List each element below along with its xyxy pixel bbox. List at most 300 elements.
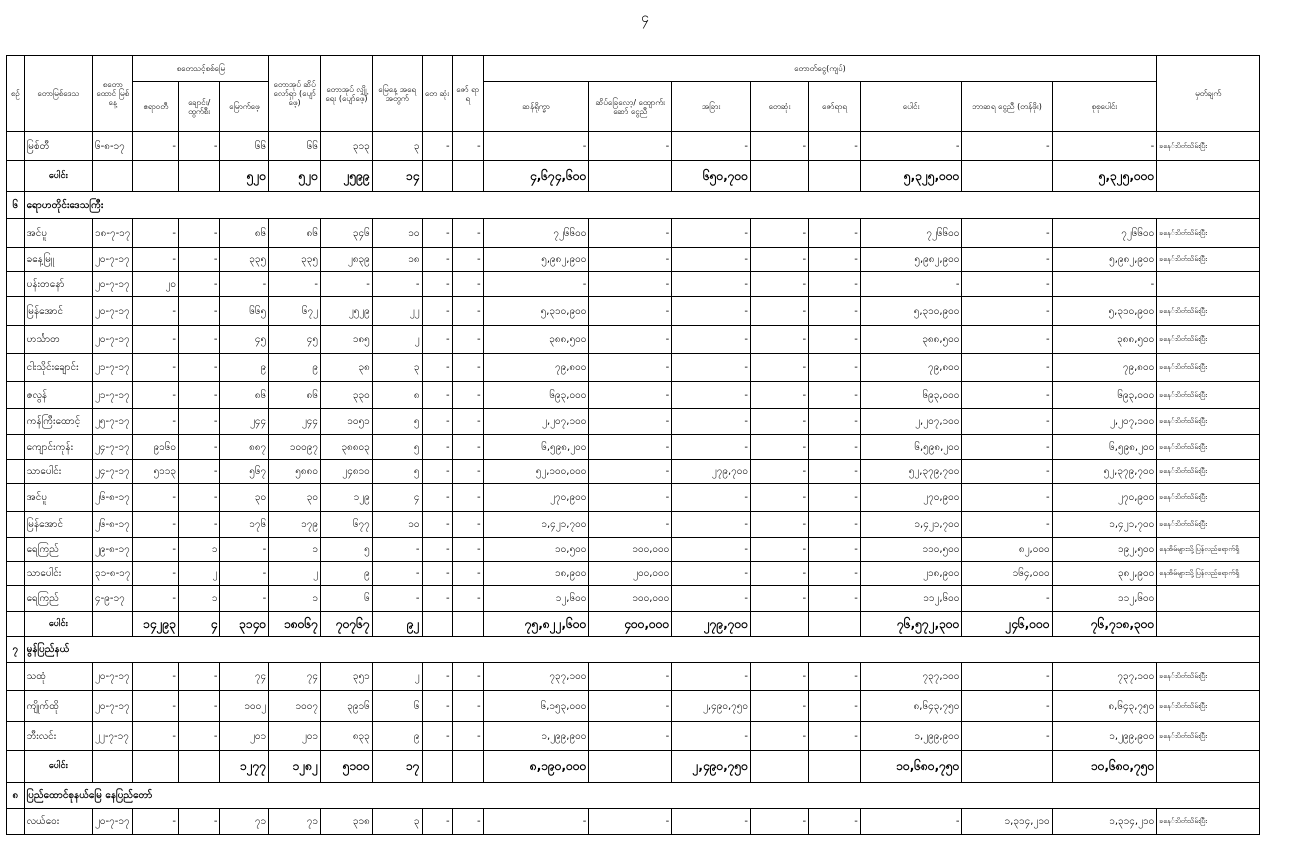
cell-f: ၈ (372, 382, 422, 409)
cell-b: - (179, 297, 220, 326)
cell-h: - (452, 722, 483, 751)
section-row (7, 192, 1260, 219)
cell-g: - (422, 297, 452, 326)
cell-c: ၆၆၅ (220, 297, 269, 326)
cell-m7: - (962, 586, 1052, 612)
cell-m2: - (589, 691, 672, 722)
cell-c: ၅၆၇ (220, 460, 269, 484)
cell-m5: - (809, 663, 861, 691)
cell-a: - (133, 219, 179, 248)
cell-m3: ၂၇၉,၇၀၀ (672, 612, 751, 637)
cell-m4: - (751, 691, 809, 722)
cell-a: - (133, 132, 179, 161)
cell-a: - (133, 538, 179, 562)
cell-name: ဇလွန် (24, 382, 92, 409)
cell-d: ၃၀ (269, 484, 321, 512)
cell-m8: ၅၂,၃၇၉,၇၀၀ (1052, 460, 1157, 484)
cell-m2: ၁၀၀,၀၀၀ (589, 538, 672, 562)
cell-g: - (422, 484, 452, 512)
cell-e: ၂၅၂၉ (320, 297, 372, 326)
cell-m2: - (589, 354, 672, 382)
cell-m8: ၇၂၆၆၀၀ (1052, 219, 1157, 248)
cell-m1: ၅၂,၁၀၀,၀၀၀ (483, 460, 589, 484)
table-row (7, 132, 1260, 161)
cell-m6: ၂,၂၀၇,၁၀၀ (860, 409, 962, 435)
cell-a: ၁၄၂၉၃ (133, 612, 179, 637)
cell-m1: ၇၉,၈၀၀ (483, 354, 589, 382)
cell-g (422, 612, 452, 637)
cell-m2: - (589, 132, 672, 161)
cell-m1: ၆,၁၅၃,၀၀၀ (483, 691, 589, 722)
cell-date: ၂၄-၇-၁၇ (93, 435, 133, 460)
cell-no (7, 409, 25, 435)
cell-e: ၃၈ (320, 354, 372, 382)
table-row (7, 326, 1260, 354)
cell-h: - (452, 460, 483, 484)
section-title: မွန်ပြည်နယ် (24, 637, 1259, 663)
cell-m7: - (962, 722, 1052, 751)
cell-h (452, 161, 483, 192)
header-start-date: စတော ထောင် မြစ်နေ့ (93, 56, 133, 132)
cell-d: ၂၄၄ (269, 409, 321, 435)
cell-d: ၈၆ (269, 219, 321, 248)
section-row (7, 637, 1260, 663)
header-m8: စုစုပေါင်း (1052, 82, 1157, 132)
cell-f: - (372, 562, 422, 586)
cell-m8: ၁၉၂,၅၀၀ (1052, 538, 1157, 562)
header-col-e: တောအုပ် လျှို့ရေး (ပျော်ဖေ့) (320, 56, 372, 132)
cell-m6: ၁၁၂,၆၀၀ (860, 586, 962, 612)
cell-m1: ၁,၂၉၉,၉၀၀ (483, 722, 589, 751)
cell-m3: - (672, 354, 751, 382)
cell-m5: - (809, 484, 861, 512)
cell-m7: ၂၄၆,၀၀၀ (962, 612, 1052, 637)
cell-no (7, 809, 25, 835)
cell-m3: - (672, 272, 751, 297)
cell-h: - (452, 562, 483, 586)
cell-rem (1157, 272, 1260, 297)
cell-d: ၆၆ (269, 132, 321, 161)
cell-m8: ၁၁၂,၆၀၀ (1052, 586, 1157, 612)
cell-d: ၂ (269, 562, 321, 586)
cell-e: ၂၅၉၉ (320, 161, 372, 192)
cell-date: ၂၂-၇-၁၇ (93, 722, 133, 751)
cell-no (7, 132, 25, 161)
cell-a: - (133, 586, 179, 612)
cell-g: - (422, 538, 452, 562)
cell-rem (1157, 586, 1260, 612)
cell-h: - (452, 297, 483, 326)
cell-g: - (422, 132, 452, 161)
cell-m5: - (809, 460, 861, 484)
cell-c: - (220, 272, 269, 297)
section-number: ၆ (7, 192, 25, 219)
cell-m1: ၁၈,၉၀၀ (483, 562, 589, 586)
cell-m7: - (962, 272, 1052, 297)
cell-date (93, 751, 133, 783)
cell-f: ၁၇ (372, 751, 422, 783)
cell-name: သာပေါင်း (24, 460, 92, 484)
cell-m3: - (672, 219, 751, 248)
cell-m2 (589, 161, 672, 192)
cell-m7 (962, 161, 1052, 192)
cell-rem: ခနေ်းပိတ်သိမ်းပြီး (1157, 809, 1260, 835)
cell-m8: ၇၃၇,၁၀၀ (1052, 663, 1157, 691)
cell-date (93, 612, 133, 637)
cell-b: - (179, 512, 220, 538)
cell-m6: - (860, 809, 962, 835)
cell-name: သထုံ (24, 663, 92, 691)
cell-e: ၃၅၁ (320, 663, 372, 691)
cell-rem (1157, 161, 1260, 192)
cell-g: - (422, 219, 452, 248)
cell-date: ၃၁-၈-၁၇ (93, 562, 133, 586)
cell-a (133, 161, 179, 192)
cell-d: ၅၈၈၀ (269, 460, 321, 484)
cell-name: ပန်းတနော် (24, 272, 92, 297)
cell-rem: ခနေ်းပိတ်သိမ်းပြီး (1157, 326, 1260, 354)
cell-e: ၁၂၉ (320, 484, 372, 512)
cell-g: - (422, 512, 452, 538)
cell-f: ၅ (372, 435, 422, 460)
cell-no (7, 562, 25, 586)
header-a: ဧရာဝတီ (133, 82, 179, 132)
cell-d: ၇၁ (269, 809, 321, 835)
cell-m8: ၁,၃၁၄,၂၁၀ (1052, 809, 1157, 835)
cell-m7: ၈၂,၀၀၀ (962, 538, 1052, 562)
cell-m1: ၂,၂၀၇,၁၀၀ (483, 409, 589, 435)
cell-d: ၇၄ (269, 663, 321, 691)
cell-f: ၃ (372, 354, 422, 382)
cell-h: - (452, 586, 483, 612)
cell-d: ၄၅ (269, 326, 321, 354)
cell-no (7, 297, 25, 326)
cell-m5: - (809, 435, 861, 460)
cell-m8: ၅,၃၁၀,၉၀၀ (1052, 297, 1157, 326)
cell-m2: - (589, 248, 672, 272)
cell-b: - (179, 272, 220, 297)
cell-date: ၂၁-၇-၁၇ (93, 382, 133, 409)
header-m5: ဇော်ရာရ (809, 82, 861, 132)
table-row (7, 272, 1260, 297)
cell-a: - (133, 663, 179, 691)
cell-c: ၆၆ (220, 132, 269, 161)
cell-m6: ၁,၂၉၉,၉၀၀ (860, 722, 962, 751)
cell-m6: ၆၉၃,၀၀၀ (860, 382, 962, 409)
cell-rem: ခနေ်းပိတ်သိမ်းပြီး (1157, 663, 1260, 691)
cell-c: ၃၀ (220, 484, 269, 512)
cell-m4 (751, 751, 809, 783)
cell-a: - (133, 354, 179, 382)
cell-g: - (422, 248, 452, 272)
cell-a: - (133, 326, 179, 354)
cell-d: ၁၈၀၆၇ (269, 612, 321, 637)
cell-m5 (809, 612, 861, 637)
cell-m5: - (809, 297, 861, 326)
cell-date: ၂၉-၈-၁၇ (93, 538, 133, 562)
cell-m7: - (962, 460, 1052, 484)
cell-g: - (422, 326, 452, 354)
cell-e: ၃၁၈ (320, 809, 372, 835)
section-number: ၇ (7, 637, 25, 663)
cell-m2: - (589, 809, 672, 835)
header-region: တောမြစ်ဒေသ (24, 56, 92, 132)
cell-m1: ၇၅,၈၂၂,၆၀၀ (483, 612, 589, 637)
cell-no (7, 722, 25, 751)
section-title: ပြည်ထောင်စုနယ်မြေ နေပြည်တော် (24, 783, 1259, 809)
cell-d: ၁၀၀၇ (269, 691, 321, 722)
header-col-g: တေ ဆုံး (422, 56, 452, 132)
cell-m5: - (809, 538, 861, 562)
cell-no (7, 161, 25, 192)
cell-m4: - (751, 538, 809, 562)
cell-b: - (179, 484, 220, 512)
cell-date: ၂၀-၇-၁၇ (93, 663, 133, 691)
cell-no (7, 612, 25, 637)
cell-m3: - (672, 562, 751, 586)
cell-m2 (589, 751, 672, 783)
cell-m1: ၇၂၆၆၀၀ (483, 219, 589, 248)
table-row (7, 219, 1260, 248)
cell-e: ၃၈၈၀၃ (320, 435, 372, 460)
cell-m4: - (751, 219, 809, 248)
cell-h: - (452, 409, 483, 435)
cell-rem: ခနေ်းပိတ်သိမ်းပြီး (1157, 132, 1260, 161)
cell-date: ၂၀-၇-၁၇ (93, 272, 133, 297)
cell-m8: ၃၈၈,၅၀၀ (1052, 326, 1157, 354)
cell-date: ၂၀-၇-၁၇ (93, 297, 133, 326)
cell-a: - (133, 512, 179, 538)
cell-date: ၂၀-၇-၁၇ (93, 326, 133, 354)
cell-m4: - (751, 382, 809, 409)
cell-m4: - (751, 297, 809, 326)
cell-m7: - (962, 663, 1052, 691)
cell-date (93, 161, 133, 192)
cell-m2: ၁၀၀,၀၀၀ (589, 586, 672, 612)
cell-f: ၁၀ (372, 512, 422, 538)
total-row (7, 161, 1260, 192)
cell-rem: ခနေ်းပိတ်သိမ်းပြီး (1157, 435, 1260, 460)
cell-rem: ခနေ်းပိတ်သိမ်းပြီး (1157, 219, 1260, 248)
table-row (7, 691, 1260, 722)
cell-m7: - (962, 691, 1052, 722)
cell-m2: ၄၀၀,၀၀၀ (589, 612, 672, 637)
cell-m8: ၇၆,၇၁၈,၃၀၀ (1052, 612, 1157, 637)
cell-rem: ခနေ်းပိတ်သိမ်းပြီး (1157, 297, 1260, 326)
cell-c: ၃၁၄၀ (220, 612, 269, 637)
cell-m8: - (1052, 132, 1157, 161)
cell-d: ၈၆ (269, 382, 321, 409)
cell-m4: - (751, 586, 809, 612)
header-m7: ဘာဆရ ငွေညီ (တန်ဖိုး) (962, 82, 1052, 132)
cell-e: ၇၀၇၆၇ (320, 612, 372, 637)
cell-e: ၂၄၈၁၀ (320, 460, 372, 484)
cell-m4: - (751, 512, 809, 538)
cell-date: ၂၅-၇-၁၇ (93, 409, 133, 435)
cell-m2: - (589, 382, 672, 409)
cell-f: - (372, 538, 422, 562)
cell-b: - (179, 326, 220, 354)
cell-e: ၃၃၀ (320, 382, 372, 409)
cell-a: ၂၀ (133, 272, 179, 297)
cell-name: လယ်ဝေး (24, 809, 92, 835)
cell-b (179, 751, 220, 783)
cell-date: ၂၆-၈-၁၇ (93, 484, 133, 512)
cell-date: ၄-၉-၁၇ (93, 586, 133, 612)
cell-name: ရေကြည် (24, 586, 92, 612)
cell-a: - (133, 484, 179, 512)
cell-m1: ၅,၃၁၀,၉၀၀ (483, 297, 589, 326)
cell-m4: - (751, 409, 809, 435)
cell-name: ကန်ကြီးထောင့် (24, 409, 92, 435)
cell-date: ၂၀-၇-၁၇ (93, 248, 133, 272)
cell-f: ၂ (372, 326, 422, 354)
cell-rem: ခနေ်းပိတ်သိမ်းပြီး (1157, 248, 1260, 272)
header-col-d: တောအုပ် ဆိပ် လော်ရှာ (ပျော်ဖေ့) (269, 56, 321, 132)
cell-no (7, 512, 25, 538)
cell-c: ၇၄ (220, 663, 269, 691)
cell-m3: ၂၇၉,၇၀၀ (672, 460, 751, 484)
cell-m5: - (809, 132, 861, 161)
cell-m4: - (751, 809, 809, 835)
cell-m4: - (751, 460, 809, 484)
cell-m8: ၁၀,၆၈၀,၇၅၀ (1052, 751, 1157, 783)
cell-d: ၉ (269, 354, 321, 382)
cell-g: - (422, 663, 452, 691)
cell-c: ၈၆ (220, 382, 269, 409)
cell-a: - (133, 722, 179, 751)
cell-c: ၂၄၄ (220, 409, 269, 435)
cell-f: ၄ (372, 484, 422, 512)
cell-m3: - (672, 297, 751, 326)
cell-no (7, 219, 25, 248)
cell-m3: - (672, 382, 751, 409)
cell-m8: ၇၉,၈၀၀ (1052, 354, 1157, 382)
cell-b: - (179, 809, 220, 835)
cell-c: ၂၀၁ (220, 722, 269, 751)
cell-m8: ၂,၂၀၇,၁၀၀ (1052, 409, 1157, 435)
cell-b: - (179, 435, 220, 460)
cell-m1: ၅,၉၈၂,၉၀၀ (483, 248, 589, 272)
cell-m7: - (962, 435, 1052, 460)
table-row (7, 297, 1260, 326)
cell-m3: - (672, 538, 751, 562)
cell-no (7, 460, 25, 484)
cell-c: ၉ (220, 354, 269, 382)
cell-m3: - (672, 409, 751, 435)
cell-h: - (452, 484, 483, 512)
cell-g: - (422, 460, 452, 484)
table-row (7, 663, 1260, 691)
cell-d: ၁ (269, 586, 321, 612)
cell-m3: ၂,၄၉၀,၇၅၀ (672, 751, 751, 783)
cell-m3: ၆၅၀,၇၀၀ (672, 161, 751, 192)
cell-d: ၅၂၀ (269, 161, 321, 192)
cell-m4: - (751, 132, 809, 161)
cell-a: - (133, 297, 179, 326)
cell-name: ကျောင်းကုန်း (24, 435, 92, 460)
cell-m7 (962, 751, 1052, 783)
cell-e: ၃၄၆ (320, 219, 372, 248)
cell-m2: - (589, 460, 672, 484)
cell-m3: - (672, 484, 751, 512)
cell-m7: - (962, 326, 1052, 354)
cell-m8: ၅,၉၈၂,၉၀၀ (1052, 248, 1157, 272)
cell-m2: - (589, 722, 672, 751)
cell-m4: - (751, 435, 809, 460)
cell-e: ၉ (320, 562, 372, 586)
header-b: ချောင်း/ ထွက်စီး (179, 82, 220, 132)
cell-g: - (422, 409, 452, 435)
cell-h: - (452, 248, 483, 272)
cell-m6: ၅,၉၈၂,၉၀၀ (860, 248, 962, 272)
section-title: ရောဟတိုင်းဒေသကြီး (24, 192, 1259, 219)
cell-m6: ၇၆,၅၇၂,၃၀၀ (860, 612, 962, 637)
cell-name: ဘီးလင်း (24, 722, 92, 751)
cell-m1: - (483, 272, 589, 297)
cell-m6: ၁၁၀,၅၀၀ (860, 538, 962, 562)
cell-m2: - (589, 326, 672, 354)
cell-m6: ၂၇၀,၉၀၀ (860, 484, 962, 512)
cell-m7: - (962, 354, 1052, 382)
cell-g: - (422, 586, 452, 612)
total-row (7, 612, 1260, 637)
cell-h: - (452, 354, 483, 382)
cell-m4: - (751, 326, 809, 354)
cell-m5: - (809, 512, 861, 538)
cell-no (7, 663, 25, 691)
cell-m7: - (962, 484, 1052, 512)
cell-h (452, 612, 483, 637)
cell-rem: ခနေ်းပိတ်သိမ်းပြီး (1157, 460, 1260, 484)
cell-m3: - (672, 132, 751, 161)
cell-e: ၁၈၅ (320, 326, 372, 354)
table-row (7, 484, 1260, 512)
relief-camp-table (6, 55, 1260, 835)
header-money-group: တောတ်ငွေ(ကျပ်) (483, 56, 1157, 82)
cell-a: - (133, 382, 179, 409)
cell-g: - (422, 382, 452, 409)
cell-m8: - (1052, 272, 1157, 297)
cell-m1: - (483, 132, 589, 161)
cell-m6: ၅,၃၁၀,၉၀၀ (860, 297, 962, 326)
cell-d: - (269, 272, 321, 297)
cell-m1: ၈,၁၉၀,၀၀၀ (483, 751, 589, 783)
cell-a: - (133, 248, 179, 272)
cell-e: ၃၁၃ (320, 132, 372, 161)
cell-m1: ၁,၄၂၁,၇၀၀ (483, 512, 589, 538)
cell-f: - (372, 272, 422, 297)
cell-m3: - (672, 663, 751, 691)
cell-m6: - (860, 132, 962, 161)
cell-g (422, 161, 452, 192)
cell-d: ၂၀၁ (269, 722, 321, 751)
header-remark: မှတ်ချက် (1157, 56, 1260, 132)
cell-m7: - (962, 512, 1052, 538)
cell-m7: - (962, 219, 1052, 248)
cell-b (179, 161, 220, 192)
cell-h: - (452, 435, 483, 460)
cell-rem: ခနေ်းပိတ်သိမ်းပြီး (1157, 409, 1260, 435)
page-number: ၄ (641, 10, 649, 26)
cell-m8: ၁,၂၉၉,၉၀၀ (1052, 722, 1157, 751)
cell-m6: ၆,၅၉၈,၂၀၀ (860, 435, 962, 460)
cell-f: ၂၂ (372, 297, 422, 326)
cell-a: ၅၁၁၃ (133, 460, 179, 484)
header-col-h: ဇော် ရာ ရ (452, 56, 483, 132)
header-m4: တေဆုံး (751, 82, 809, 132)
cell-date: ၂၁-၇-၁၇ (93, 354, 133, 382)
